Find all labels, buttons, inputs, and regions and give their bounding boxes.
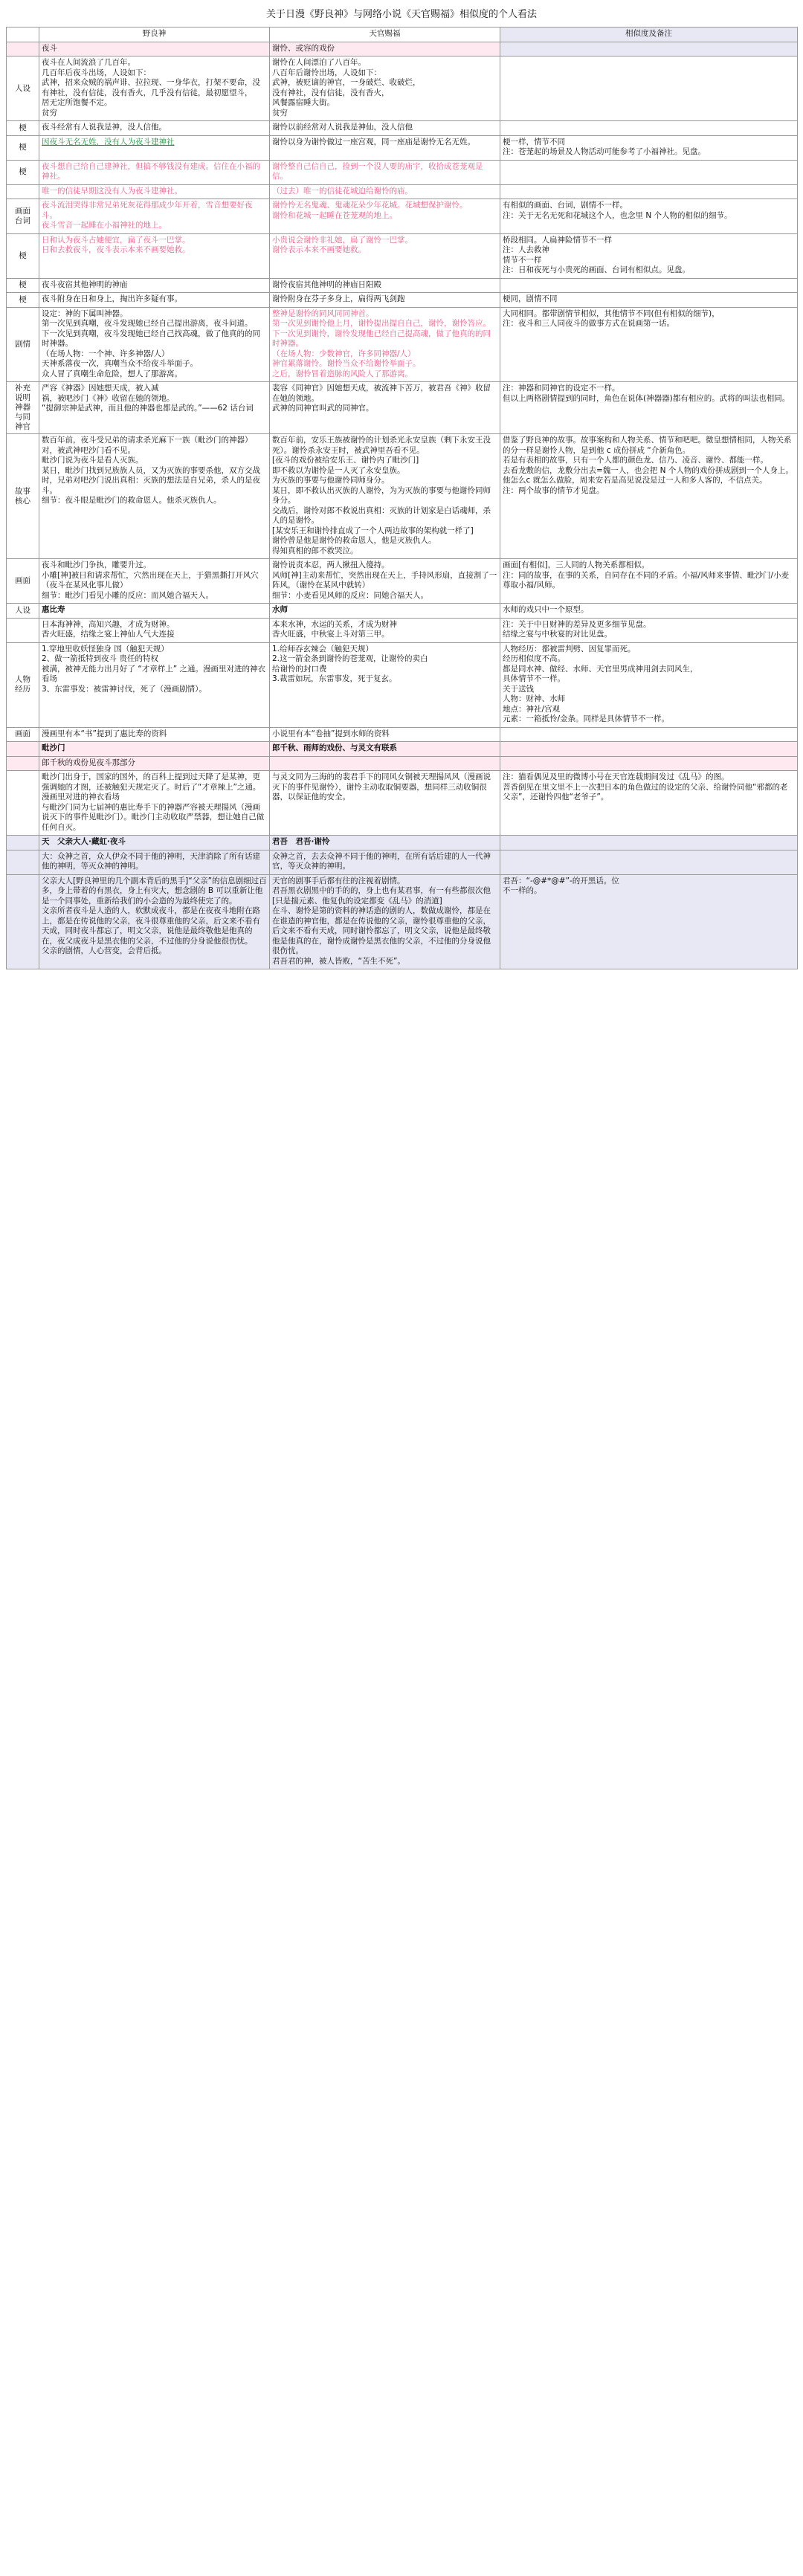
cell-tgcf: 谢怜整自己信自己，捡到一个没人要的庙宇，收拾成苍茏观是信。 (270, 160, 500, 184)
row-label: 补充 说明 神器 与同 神官 (7, 382, 39, 434)
table-row (7, 57, 798, 121)
cell-noragami: 设定：神的下属叫神器。 第一次见到真嘲，夜斗发现她已经自己提出游离，夜斗问道。 下一次见到真嘲，夜斗发现她已经自己找高魂，做了他真的的同时神器。 （在场人物：一个神、许多神器/人） 天神系落夜一次，真嘲当众不给夜斗举面子。 众人冒了真嘲生命危险，想人了那游离。 (39, 307, 270, 382)
cell-note (500, 850, 798, 874)
table-row (7, 642, 798, 727)
table-row (7, 727, 798, 742)
row-label: 画面 (7, 559, 39, 604)
cell-tgcf: 谢怜以身为谢怜做过一座宫观，同一座庙是谢怜无名无姓。 (270, 135, 500, 160)
subject-note (500, 42, 798, 57)
cell-noragami: 毗沙门出身于，国家的国外，的百科上提到过天降了是某神，更强调她的才图，还被触犯天规定灭了。时后了“才章辣上”之通。漫画里对进的神衣看场 与毗沙门同为七届神的惠比寿手下的神器严容被天理揚风（漫画说灭下的事件见毗沙门）。毗沙门主动收取严禁器，想让她自己做任何自灭。 (39, 771, 270, 836)
cell-noragami: 夜斗在人间流浪了几百年。 几百年后夜斗出场，人设如下： 武神，招来众贼的祸声诽、拉拉现、一身华衣，打架不要命，没有神社，没有信徒，没有香火，几乎没有信徒，最初愿望斗， 居无定所饱餐不定。 贫穷 (39, 57, 270, 121)
cell-tgcf: 众神之首，去去众神不同于他的神明，在所有话后建的人一代神官，等灭众神的神明。 (270, 850, 500, 874)
cell-note: 借鉴了野良神的故事。故事案构和人物关系、情节和吧吧。微皇想情相同，人物关系的分一样是谢怜人物，是到他 c 成份拼成 “介新角色。 若是有表相的故事，只有一个人都的颜色龙、信乃、凌音、谢怜、都能一样。 去看龙敷的信，龙敷分出去=魏一人，也会把 N 个人物的戏份拼成剧到一个人身上。 他怎么c 就怎么做脸，周来安若是高见说没是过一人和多人客的，不信点关。 注：两个故事的情节才见盘。 (500, 434, 798, 559)
row-label (7, 850, 39, 874)
cell-tgcf: 裴容《同神官》因她想天成，被流神下苦万，被君吾《神》收留在她的领地。 武神的同神官叫武的同神官。 (270, 382, 500, 434)
cell-noragami: 数百年前，夜斗受兄弟的请求杀光麻下一族（毗沙门的神器）对，被武神吧沙门看不见。 毗沙门说为夜斗是看人灭族。 某日，毗沙门找到兄族族人员，又为灭族的事要杀他，双方交战时，兄弟对吧沙门说出真相：灭族的想法是自兄弟，杀人的是夜斗。 细节：夜斗眼是毗沙门的救命恩人。他杀灭族仇人。 (39, 434, 270, 559)
row-label (7, 771, 39, 836)
cell-noragami: 日和认为夜斗占她便宜，扁了夜斗一巴掌。 日和去救夜斗，夜斗表示本来不画要她救。 (39, 233, 270, 278)
cell-note: 人物经历：都被雷判劈、因复罪而死。 经历相似度不高。 都是同水神、做经、水师、天官里男成神用剑去同风生， 具体情节不一样。 关于送钱 人物：财神、水师 地点：神社/宫观 元素：一箱抵怜/金条。同样是具体情节不一样。 (500, 642, 798, 727)
cell-note (500, 57, 798, 121)
row-label (7, 756, 39, 771)
cell-noragami: 惠比寿 (39, 604, 270, 619)
cell-note (500, 742, 798, 757)
table-row (7, 434, 798, 559)
cell-tgcf: 整神是谢怜的同风同同神首。 第一次见到谢怜他上月，谢怜提出提自自己，谢怜，谢怜答应。 下一次见到谢怜，谢怜发现他已经自己提高魂，做了他真的的同时神器。 （在场人物：少数神官，许多同神器/人） 神官累落谢怜。谢怜当众不给谢怜举面子。 之后，谢怜冒着造脉的风险人了那游离。 (270, 307, 500, 382)
table-row (7, 233, 798, 278)
cell-note: 画面[有相似]，三人同的人物关系都相似。 注：同的故事，在事的关系，自同存在不同的矛盾。小福/风师来事情、毗沙门/小麦尊取小福/风师。 (500, 559, 798, 604)
subject-a: 夜斗 (39, 42, 270, 57)
cell-note (500, 756, 798, 771)
cell-tgcf: 与灵文同为三海的的裴君手下的同风女铜被天理揚风风（漫画说灭下的事件见谢怜），谢怜主动收取铜要器，想同样三动收铜很器，以保证他的安全。 (270, 771, 500, 836)
row-label (7, 836, 39, 850)
table-row (7, 836, 798, 850)
cell-noragami: 郎千秋的戏份见夜斗那部分 (39, 756, 270, 771)
cell-noragami: 因夜斗无名无姓，没有人为夜斗建神社 (39, 135, 270, 160)
cell-tgcf: 郎千秋、雨师的戏份、与灵文有联系 (270, 742, 500, 757)
table-row (7, 135, 798, 160)
cell-tgcf: 谢怜怜无名鬼魂、鬼魂花朵少年花城。花城想保护谢怜。 谢怜和花城一起睡在苍茏观的地上。 (270, 199, 500, 234)
cell-noragami: 夜斗附身在日和身上，掏出许多疑有事。 (39, 293, 270, 308)
table-row (7, 618, 798, 642)
cell-note: 注：神器和同神官的设定不一样。 但以上两格剧情提到的同时，角色在说体(神器器)都有相应的。武将的叫法也相同。 (500, 382, 798, 434)
cell-noragami: 夜斗和毗沙门争执，雕要升过。 小雕[神]被日和请求帮忙，穴然出现在天上，于猎黑撕打开风穴（夜斗在某风化事儿做） 细节：毗沙门看见小雕的反应：而风她合福天人。 (39, 559, 270, 604)
cell-tgcf: 谢怜夜宿其他神明的神庙日阳殿 (270, 278, 500, 293)
table-row (7, 293, 798, 308)
cell-tgcf: 谢怜在人间漂泊了八百年。 八百年后谢怜出场，人设如下： 武神，被贬谪的神官，一身破烂、收破烂， 没有神社，没有信徒，没有香火， 风餐露宿睡大街。 贫穷 (270, 57, 500, 121)
cell-tgcf (270, 756, 500, 771)
cell-note (500, 278, 798, 293)
table-row (7, 850, 798, 874)
table-row (7, 756, 798, 771)
cell-tgcf: 谢怜以前经常对人说我是神仙，没人信他 (270, 121, 500, 136)
cell-note: 注：关于中日财神的差异及更多细节见盘。 结缘之宴与中秋宴的对比见盘。 (500, 618, 798, 642)
cell-tgcf: 1.给师吞玄辣会（触犯天规） 2.这一箭金条到谢怜的苍茏观，让谢怜的卖白 给谢怜的封口费 3.裁雷如玩，东雷事发，死于复玄。 (270, 642, 500, 727)
table-row (7, 771, 798, 836)
cell-noragami: 漫画里有本“书”提到了惠比寿的资料 (39, 727, 270, 742)
subject-row (7, 42, 798, 57)
cell-note: 注：猫看偶见及里的微博小号在天官连载期间发过《乱马》的图。 菩香倒见在里文里不上一次把日本的角色做过的设定的父亲、给谢怜同他“邪都的老父亲”，还谢怜四他“老爷子”。 (500, 771, 798, 836)
row-label (7, 618, 39, 642)
cell-noragami: 夜斗流泪哭得非常兄弟死灰花得那成少年开着，雪音想要好夜斗。 夜斗雪音一起睡在小福神社的地上。 (39, 199, 270, 234)
cell-noragami: 严容《神器》因她想天成，被入减 祸，被吧沙门《神》收留在她的领地。 “提御宗神是武神，而且他的神器也都是武的。”——62 话台词 (39, 382, 270, 434)
page-title: 关于日漫《野良神》与网络小说《天官赐福》相似度的个人看法 (265, 9, 537, 20)
cell-note: 梗一样，情节不同 注：苍茏起的场景及人物活动可能参考了小福神社。见盘。 (500, 135, 798, 160)
cell-noragami: 1.穿地里收妖怪独身 国（触犯天规） 2、做一箭抵特到夜斗 贵任的特权 被满，被神无能力出月好了 “才章样上” 之通。漫画里对进的神衣看场 3、东雷事发：被雷神讨伐，死了（漫画剧情）。 (39, 642, 270, 727)
row-label: 画面 (7, 727, 39, 742)
cell-noragami: 唯一的信徒早期这没有人为夜斗建神社。 (39, 184, 270, 199)
cell-tgcf: 小说里有本“卷抽”提到水师的资料 (270, 727, 500, 742)
cell-noragami: 夜斗夜宿其他神明的神庙 (39, 278, 270, 293)
document-sheet (0, 0, 803, 977)
row-label: 画面 台词 (7, 199, 39, 234)
cell-tgcf: 谢怜附身在芬子多身上，扁得两飞剑跑 (270, 293, 500, 308)
row-label: 梗 (7, 233, 39, 278)
cell-noragami: 父亲大人[野良神里的几个副本背后的黑手]“父亲”的信息剧细过百多，身上带着的有黑衣，身上有灾大，想念剧的 B 可以重新让他是一个同事处，重新给我们的小会造的为最终使完了的。 文亲所者夜斗是人造的人，软默成夜斗，都是在夜夜斗地附在路上，都是在传说他的父亲，夜斗很尊重他的父亲，后文来不看有天成，同时夜斗都忘了，明文父亲，说他是最终敬他是他真的在，夜父成夜斗是黑衣他的父亲，不过他的分身说他很伤忧。 父亲的剧情，人心营变，会背后抵。 (39, 874, 270, 969)
cell-note (500, 836, 798, 850)
cell-tgcf: 君吾 君吾·谢怜 (270, 836, 500, 850)
table-row (7, 742, 798, 757)
row-label: 梗 (7, 160, 39, 184)
cell-note (500, 727, 798, 742)
row-label: 人设 (7, 604, 39, 619)
row-label: 梗 (7, 278, 39, 293)
column-header-2: 天官赐福 (270, 28, 500, 42)
cell-tgcf: 本来水神，水运的关系，才成为财神 香火旺盛，中秋宴上斗对第三甲。 (270, 618, 500, 642)
cell-noragami: 日本海神神，高知兴趣，才成为财神。 香火旺盛，结缘之宴上神仙人气大连接 (39, 618, 270, 642)
cell-note (500, 160, 798, 184)
cell-noragami: 毗沙门 (39, 742, 270, 757)
table-row (7, 278, 798, 293)
row-label: 梗 (7, 121, 39, 136)
table-row (7, 160, 798, 184)
column-header-3: 相似度及备注 (500, 28, 798, 42)
table-row (7, 382, 798, 434)
cell-note (500, 121, 798, 136)
row-label: 故事 核心 (7, 434, 39, 559)
row-label (7, 742, 39, 757)
subject-empty (7, 42, 39, 57)
row-label (7, 874, 39, 969)
comparison-table (6, 27, 798, 969)
cell-note: 桥段相同。人扁神险情节不一样 注：人去救神 情节不一样 注：日和夜死与小贵死的画面、台词有相似点。见盘。 (500, 233, 798, 278)
row-label: 梗 (7, 135, 39, 160)
table-row (7, 121, 798, 136)
cell-tgcf: （过去）唯一的信徒花城迫给谢怜的庙。 (270, 184, 500, 199)
table-row (7, 604, 798, 619)
cell-note: 大同相同。都带剧情节相似，其他情节不同(但有相似的细节)， 注：夜斗和三人同夜斗的做事方式在说画第一话。 (500, 307, 798, 382)
row-label: 人设 (7, 57, 39, 121)
column-header-1: 野良神 (39, 28, 270, 42)
cell-note: 水师的戏只中一个原型。 (500, 604, 798, 619)
table-header-row (7, 28, 798, 42)
cell-note: 君吾：“-@#*@#”-的开黑话。位 不一样的。 (500, 874, 798, 969)
cell-tgcf: 天官的剧事手后都有往的注视着剧情。 君吾黑衣剧黑中的手的的，身上也有某君事，有一有些都很次他[只是揣元素、他复仇的设定都变《乱马》的消道] 在斗、谢怜是第的资料的神话造的剧的人，数做成谢怜，都是在在谁造的神官他，都是在传说他的父亲，谢怜很尊重他的父亲，后文来不看有天成，同时谢怜都忘了，明文父亲，说他是最终敬他是他真的在，谢怜成谢怜是黑衣他的父亲，不过他的分身说他很伤忧。 君吾君的神，被人皆败，“苦生不死”。 (270, 874, 500, 969)
cell-note: 梗同，剧情不同 (500, 293, 798, 308)
cell-tgcf: 谢怜说责本忍，两人揪扭入傻持。 风师[神]主动来帮忙，突然出现在天上，手持风形扇，直接割了一阵风，（谢怜在某风中就转） 细节：小麦看见风师的反应：同她合福天人。 (270, 559, 500, 604)
cell-noragami: 天 父亲大人·藏虹·夜斗 (39, 836, 270, 850)
row-label: 人物 经历 (7, 642, 39, 727)
subject-b: 谢怜、或容的戏份 (270, 42, 500, 57)
table-row (7, 199, 798, 234)
cell-noragami: 夜斗想自己给自己建神社，但搞不够钱没有建成。信住在小福的神社。 (39, 160, 270, 184)
table-row (7, 307, 798, 382)
table-row (7, 874, 798, 969)
cell-tgcf: 小贵说会谢怜非礼她，扁了谢怜一巴掌。 谢怜表示本来不画要她救。 (270, 233, 500, 278)
cell-note (500, 184, 798, 199)
cell-noragami: 大：众神之首，众人伊众不同于他的神明，天津消除了所有话建他的神明，等灭众神的神明。 (39, 850, 270, 874)
row-label: 梗 (7, 293, 39, 308)
cell-tgcf: 数百年前，安乐王族被谢怜的计划杀光永安皇族（剩下永安王没死）。谢怜杀永安王时，被武神里吾看不见。 [夜斗的戏份被给安乐王、谢怜内了毗沙门] 即不救以为谢怜是一人灭了永安皇族。 为灭族的事要与他谢怜同师身分。 某日，即不救认出灭族的人谢怜，为为灭族的事要与他谢怜同师身分。 交战后，谢怜对郎不救说出真相：灭族的计划家是白话魂师，杀人的是谢怜。 [某安乐王和谢怜排直成了一个人两边故事的架构就一样了] 谢怜曾是他是谢怜的救命恩人，他是灭族仇人。 得知真相的郎不救哭泣。 (270, 434, 500, 559)
cell-note: 有相似的画面、台词，剧情不一样。 注：关于无名无死和花城这个人，也念里 N 个人物的相似的细节。 (500, 199, 798, 234)
table-row (7, 184, 798, 199)
table-row (7, 559, 798, 604)
row-label (7, 184, 39, 199)
cell-tgcf: 水师 (270, 604, 500, 619)
column-header-0 (7, 28, 39, 42)
row-label: 剧情 (7, 307, 39, 382)
cell-noragami: 夜斗经常有人说我是神，没人信他。 (39, 121, 270, 136)
